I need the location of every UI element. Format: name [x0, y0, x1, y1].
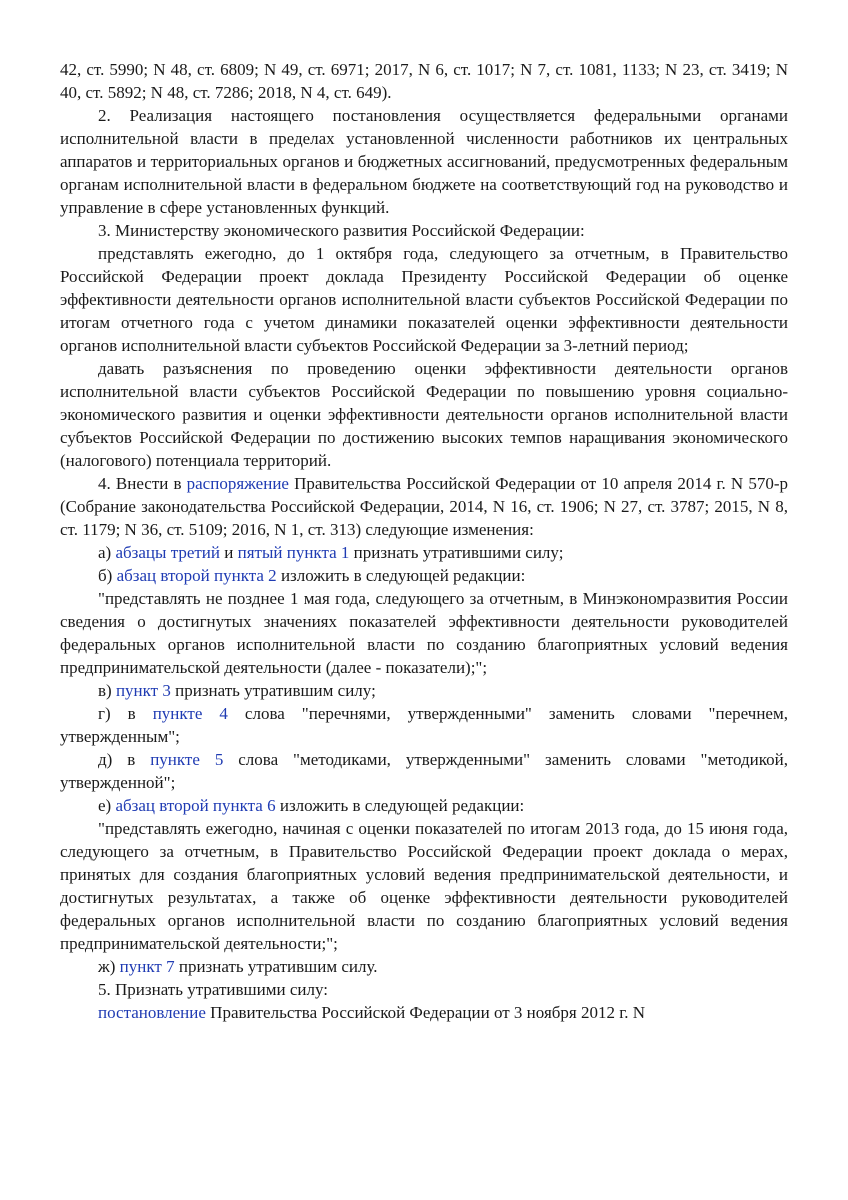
document-link[interactable]: пункте 4: [152, 704, 228, 723]
document-link[interactable]: абзац второй пункта 6: [115, 796, 276, 815]
text-run: б): [98, 566, 117, 585]
paragraph: [60, 1001, 788, 1024]
text-run: "представлять ежегодно, начиная с оценки показателей по итогам 2013 года, до 15 июня года, следующего за отчетным, в Правительство Российской Федерации проект доклада о мерах, принятых для создания благоприятных условий ведения предпринимательской деятельности, и достигнутых результатах, а также об оценке эффективности деятельности руководителей федеральных органов исполнительной власти по созданию благоприятных условий ведения предпринимательской деятельности;";: [60, 819, 788, 953]
text-run: изложить в следующей редакции:: [276, 566, 526, 585]
text-run: "представлять не позднее 1 мая года, следующего за отчетным, в Минэкономразвития России сведения о достигнутых значениях показателей эффективности деятельности руководителей федеральных органов исполнительной власти по созданию благоприятных условий ведения предпринимательской деятельности (далее - показатели);";: [60, 589, 788, 677]
text-run: 5. Признать утратившими силу:: [98, 980, 328, 999]
document-link[interactable]: пункт 3: [115, 681, 171, 700]
paragraph: [60, 564, 788, 587]
paragraph: [60, 472, 788, 541]
document-link[interactable]: распоряжение: [186, 474, 289, 493]
text-run: 42, ст. 5990; N 48, ст. 6809; N 49, ст. 6971; 2017, N 6, ст. 1017; N 7, ст. 1081, 1133; N 23, ст. 3419; N 40, ст. 5892; N 48, ст. 7286; 2018, N 4, ст. 649).: [60, 60, 788, 102]
text-run: 3. Министерству экономического развития Российской Федерации:: [98, 221, 585, 240]
text-run: давать разъяснения по проведению оценки эффективности деятельности органов исполнительной власти субъектов Российской Федерации по повышению уровня социально-экономического развития и оценки эффективности деятельности органов исполнительной власти субъектов Российской Федерации по достижению высоких темпов наращивания экономического (налогового) потенциала территорий.: [60, 359, 788, 470]
text-run: представлять ежегодно, до 1 октября года, следующего за отчетным, в Правительство Российской Федерации проект доклада Президенту Российской Федерации об оценке эффективности деятельности органов исполнительной власти субъектов Российской Федерации по итогам отчетного года с учетом динамики показателей оценки эффективности деятельности органов исполнительной власти субъектов Российской Федерации за 3-летний период;: [60, 244, 788, 355]
text-run: ж): [98, 957, 120, 976]
text-run: признать утратившим силу.: [174, 957, 378, 976]
text-run: а): [98, 543, 116, 562]
document-link[interactable]: пункте 5: [150, 750, 224, 769]
text-run: Правительства Российской Федерации от 10 апреля 2014 г. N 570-р (Собрание законодательства Российской Федерации, 2014, N 16, ст. 1906; N 27, ст. 3787; 2015, N 8, ст. 1179; N 36, ст. 5109; 2016, N 1, ст. 313) следующие изменения:: [60, 474, 788, 539]
paragraph: [60, 104, 788, 219]
paragraph: [60, 748, 788, 794]
text-run: и: [220, 543, 238, 562]
paragraph: [60, 357, 788, 472]
document-link[interactable]: пункт 7: [119, 957, 175, 976]
document-link[interactable]: абзац второй пункта 2: [116, 566, 277, 585]
paragraph: [60, 219, 788, 242]
text-run: Правительства Российской Федерации от 3 ноября 2012 г. N: [205, 1003, 646, 1022]
paragraph: [60, 58, 788, 104]
document-link[interactable]: абзацы третий: [115, 543, 221, 562]
text-run: в): [98, 681, 116, 700]
text-run: изложить в следующей редакции:: [275, 796, 525, 815]
paragraph: [60, 587, 788, 679]
text-run: д) в: [98, 750, 151, 769]
text-run: признать утратившими силу;: [349, 543, 564, 562]
paragraph: [60, 794, 788, 817]
document-link[interactable]: постановление: [98, 1003, 206, 1022]
text-run: е): [98, 796, 116, 815]
paragraph: [60, 978, 788, 1001]
paragraph: [60, 679, 788, 702]
text-run: 2. Реализация настоящего постановления осуществляется федеральными органами исполнительной власти в пределах установленной численности работников их центральных аппаратов и территориальных органов и бюджетных ассигнований, предусмотренных федеральным органам исполнительной власти в федеральном бюджете на соответствующий год на руководство и управление в сфере установленных функций.: [60, 106, 788, 217]
document-link[interactable]: пятый пункта 1: [237, 543, 350, 562]
paragraph: [60, 242, 788, 357]
text-run: слова "перечнями, утвержденными" заменить словами "перечнем, утвержденным";: [60, 704, 788, 746]
text-run: признать утратившим силу;: [170, 681, 376, 700]
paragraph: [60, 702, 788, 748]
paragraph: [60, 817, 788, 955]
text-run: слова "методиками, утвержденными" заменить словами "методикой, утвержденной";: [60, 750, 788, 792]
paragraph: [60, 955, 788, 978]
paragraph: [60, 541, 788, 564]
text-run: г) в: [98, 704, 153, 723]
text-run: 4. Внести в: [98, 474, 187, 493]
